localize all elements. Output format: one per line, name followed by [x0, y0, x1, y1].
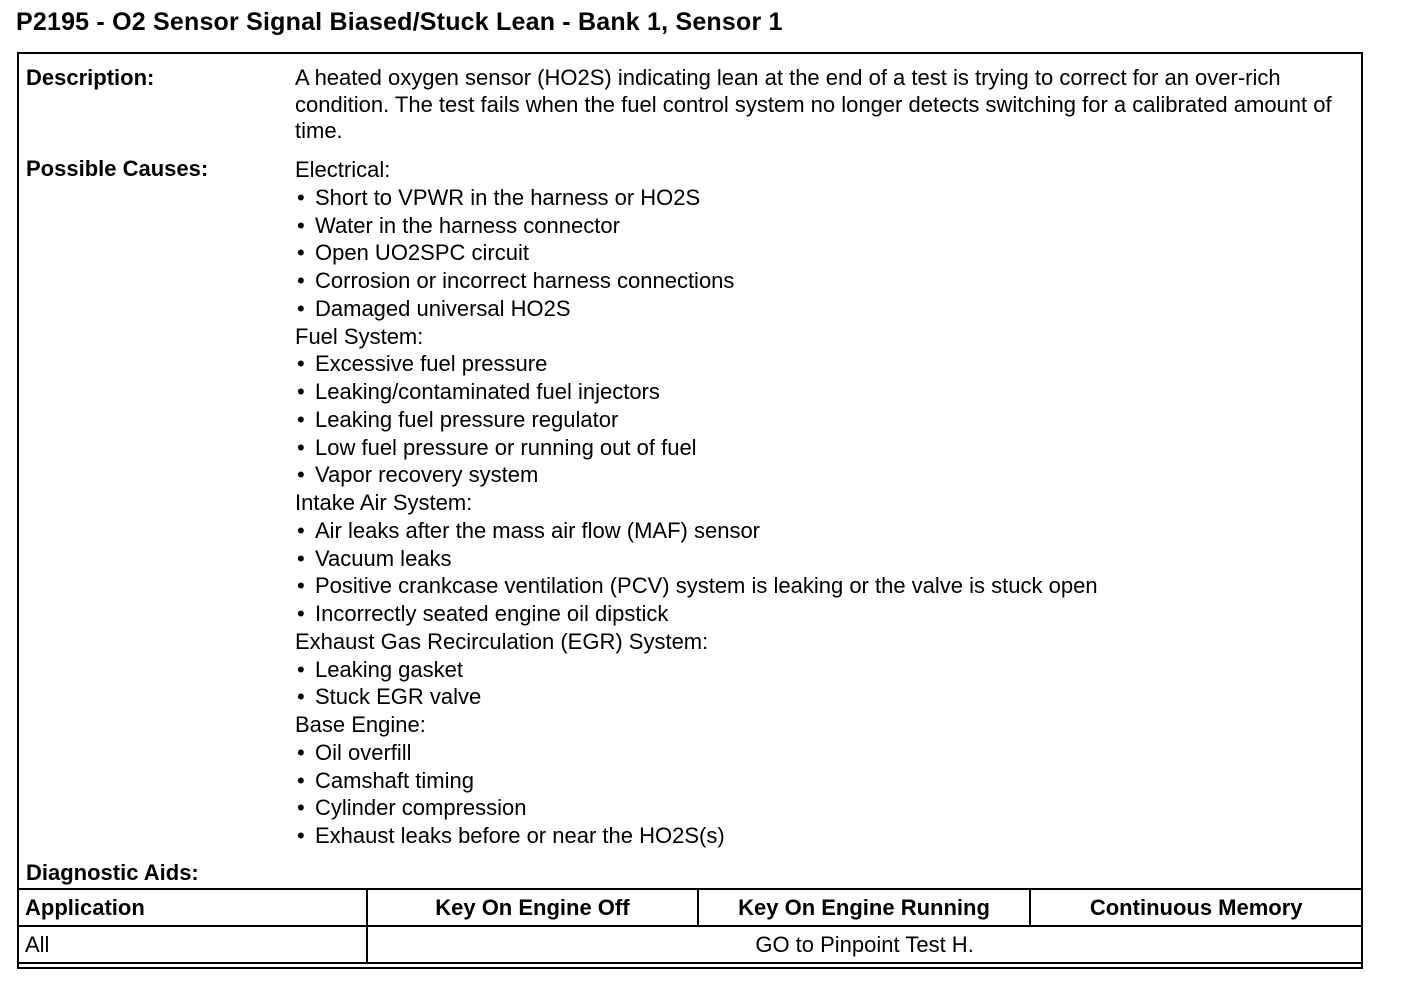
cause-list-item: • Exhaust leaks before or near the HO2S(s) [295, 822, 1098, 850]
cause-list-item: • Stuck EGR valve [295, 683, 1098, 711]
description-text: A heated oxygen sensor (HO2S) indicating lean at the end of a test is trying to correct for an over-rich condition. The test fails when the fuel control system no longer detects switching for a calibrated amount of time. [295, 65, 1332, 143]
page-title: P2195 - O2 Sensor Signal Biased/Stuck Lean - Bank 1, Sensor 1 [16, 8, 783, 36]
diagnostic-aids-label: Diagnostic Aids: [26, 860, 199, 885]
cause-list-item: • Damaged universal HO2S [295, 295, 1098, 323]
column-header-koer: Key On Engine Running [698, 889, 1031, 926]
cause-list-item: • Incorrectly seated engine oil dipstick [295, 600, 1098, 628]
cause-list-item: • Leaking fuel pressure regulator [295, 406, 1098, 434]
column-header-continuous-memory: Continuous Memory [1030, 889, 1362, 926]
possible-causes-label: Possible Causes: [26, 156, 209, 181]
cause-list-item: • Leaking gasket [295, 656, 1098, 684]
application-cell: All [18, 926, 367, 963]
cause-group-heading: Base Engine: [295, 712, 426, 737]
cause-list-item: • Corrosion or incorrect harness connections [295, 267, 1098, 295]
description-label: Description: [26, 65, 155, 90]
table-row [18, 926, 1362, 963]
cause-list-item: • Open UO2SPC circuit [295, 239, 1098, 267]
cause-list-item: • Leaking/contaminated fuel injectors [295, 378, 1098, 406]
cause-list-item: • Water in the harness connector [295, 212, 1098, 240]
cause-list-item: • Camshaft timing [295, 767, 1098, 795]
pinpoint-test-cell: GO to Pinpoint Test H. [367, 926, 1362, 963]
cause-list-item: • Cylinder compression [295, 794, 1098, 822]
cause-list-item: • Short to VPWR in the harness or HO2S [295, 184, 1098, 212]
cause-group-heading: Fuel System: [295, 323, 424, 349]
cause-list-item: • Vapor recovery system [295, 461, 1098, 489]
cause-group-heading: Exhaust Gas Recirculation (EGR) System: [295, 628, 709, 654]
diagnostic-aids-table [17, 888, 1363, 964]
cause-list-item: • Positive crankcase ventilation (PCV) system is leaking or the valve is stuck open [295, 572, 1098, 600]
cause-list-item: • Air leaks after the mass air flow (MAF) sensor [295, 517, 1098, 545]
column-header-application: Application [18, 889, 367, 926]
possible-causes-list [295, 156, 1098, 850]
dtc-info-box [17, 52, 1363, 969]
cause-list-item: • Vacuum leaks [295, 545, 1098, 573]
cause-list-item: • Oil overfill [295, 739, 1098, 767]
cause-group-heading: Intake Air System: [295, 490, 473, 515]
cause-list-item: • Excessive fuel pressure [295, 350, 1098, 378]
table-header-row [18, 889, 1362, 926]
column-header-koeo: Key On Engine Off [367, 889, 698, 926]
cause-group-heading: Electrical: [295, 157, 391, 182]
cause-list-item: • Low fuel pressure or running out of fuel [295, 434, 1098, 462]
